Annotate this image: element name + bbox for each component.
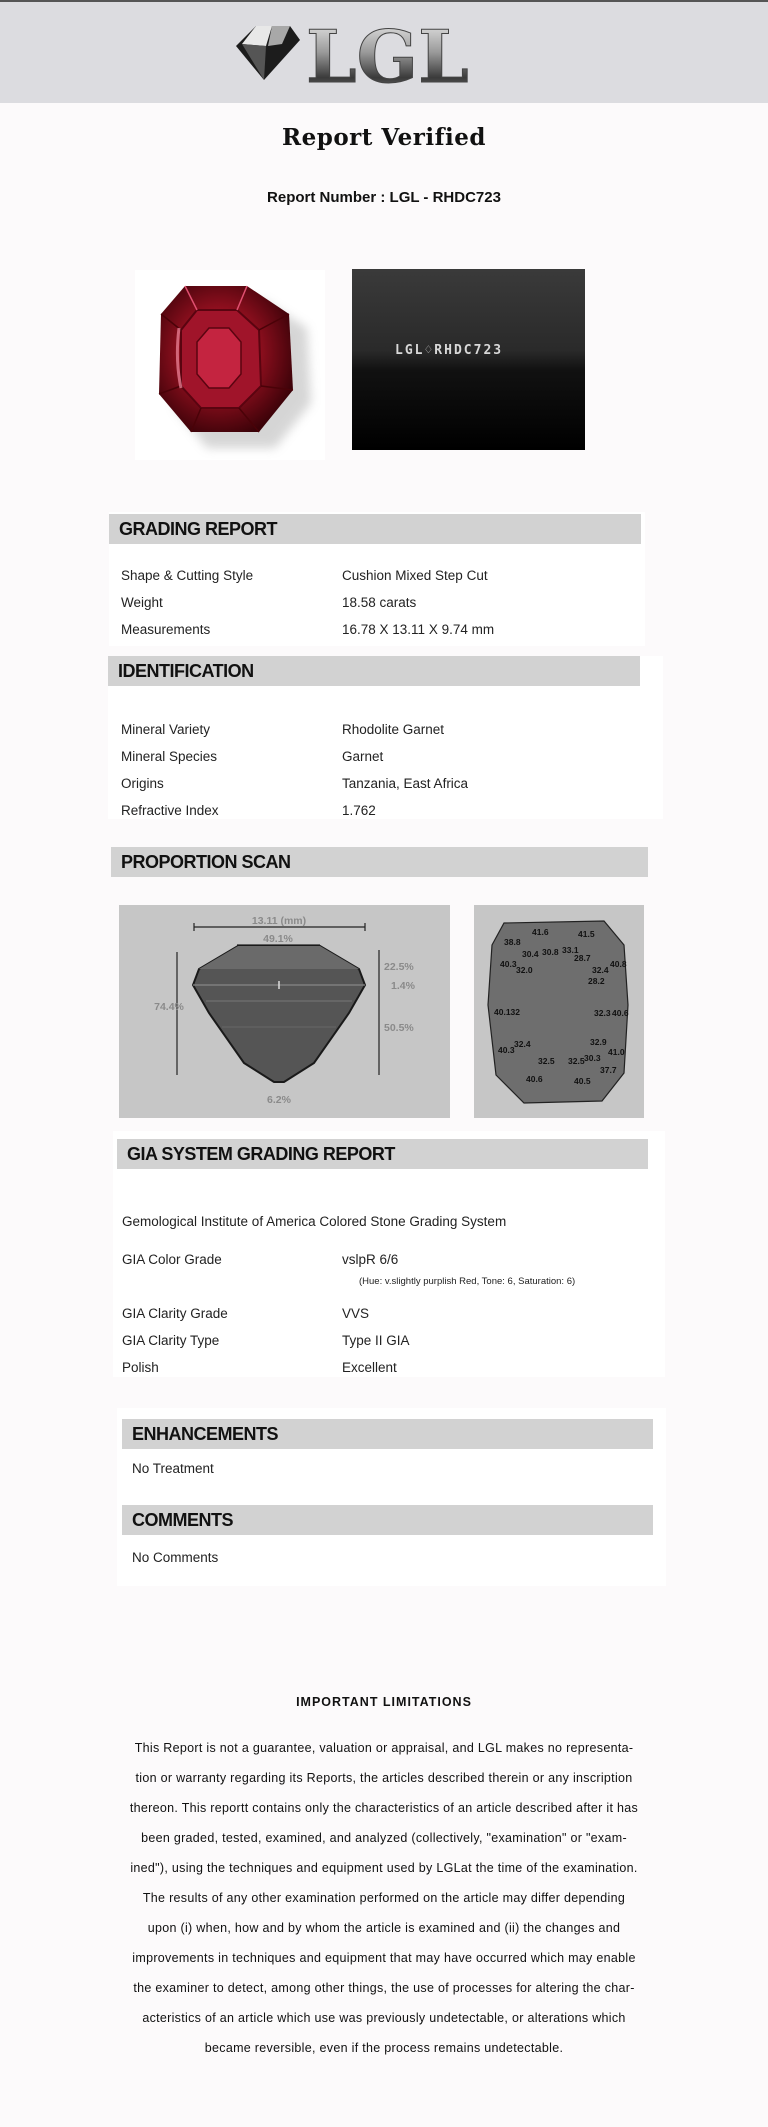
report-number: Report Number : LGL - RHDC723 bbox=[267, 189, 501, 206]
top-view-measurement: 32.4 bbox=[592, 965, 609, 975]
top-view-measurement: 40.8 bbox=[610, 959, 627, 969]
row-value: Garnet bbox=[342, 749, 384, 764]
total-depth-label: 74.4% bbox=[154, 1001, 184, 1013]
row-label: GIA Clarity Grade bbox=[122, 1306, 228, 1321]
top-view-measurement: 30.4 bbox=[522, 949, 539, 959]
top-view-measurement: 28.2 bbox=[588, 976, 605, 986]
row-value: Excellent bbox=[342, 1360, 397, 1375]
limitations-line: The results of any other examination performed on the article may differ depending bbox=[142, 1891, 626, 1905]
limitations-line: became reversible, even if the process remains undetectable. bbox=[204, 2041, 564, 2055]
row-value: VVS bbox=[342, 1306, 370, 1321]
section-heading-grading-report: GRADING REPORT bbox=[109, 514, 641, 544]
top-view-measurement: 30.3 bbox=[584, 1053, 601, 1063]
row-label: Refractive Index bbox=[121, 803, 219, 818]
top-view-measurement: 41.0 bbox=[608, 1047, 625, 1057]
row-label: Mineral Species bbox=[121, 749, 218, 764]
gia-report-card bbox=[113, 1131, 665, 1377]
row-value: vslpR 6/6 bbox=[342, 1252, 399, 1267]
limitations-line: acteristics of an article which use was previously undetectable, or alterations which bbox=[142, 2011, 626, 2025]
table-percent-label: 49.1% bbox=[263, 933, 293, 945]
top-view-measurement: 28.7 bbox=[574, 953, 591, 963]
gia-system-name: Gemological Institute of America Colored Stone Grading System bbox=[122, 1214, 507, 1229]
top-view-measurement: 40.3 bbox=[498, 1045, 515, 1055]
culet-label: 6.2% bbox=[267, 1094, 291, 1106]
proportion-profile-diagram bbox=[119, 905, 450, 1118]
pavilion-depth-label: 50.5% bbox=[384, 1022, 414, 1034]
top-view-measurement: 40.132 bbox=[494, 1007, 520, 1017]
limitations-line: upon (i) when, how and by whom the article is examined and (ii) the changes and bbox=[147, 1921, 621, 1935]
width-label: 13.11 (mm) bbox=[251, 915, 307, 927]
laser-inscription: LGL♢RHDC723 bbox=[395, 343, 504, 358]
top-view-measurement: 41.5 bbox=[578, 929, 595, 939]
comments-value: No Comments bbox=[132, 1550, 219, 1565]
top-view-measurement: 38.8 bbox=[504, 937, 521, 947]
top-view-measurement: 41.6 bbox=[532, 927, 549, 937]
top-view-measurement: 32.9 bbox=[590, 1037, 607, 1047]
limitations-line: been graded, tested, examined, and analyzed (collectively, "examination" or "exam- bbox=[141, 1831, 627, 1845]
top-view-measurement: 40.5 bbox=[574, 1076, 591, 1086]
proportion-top-view-diagram bbox=[474, 905, 644, 1118]
top-view-measurement: 32.0 bbox=[516, 965, 533, 975]
row-value: Tanzania, East Africa bbox=[342, 776, 469, 791]
row-value: Cushion Mixed Step Cut bbox=[342, 568, 488, 583]
row-label: Weight bbox=[121, 595, 163, 610]
limitations-line: improvements in techniques and equipment that may have occurred which may enable bbox=[132, 1951, 636, 1965]
row-value: 18.58 carats bbox=[342, 595, 417, 610]
row-value: 16.78 X 13.11 X 9.74 mm bbox=[342, 622, 495, 637]
crown-height-label: 22.5% bbox=[384, 961, 414, 973]
limitations-line: thereon. This reportt contains only the characteristics of an article described after it has bbox=[129, 1801, 639, 1815]
section-heading-identification: IDENTIFICATION bbox=[108, 656, 640, 686]
section-heading-enhancements: ENHANCEMENTS bbox=[122, 1419, 653, 1449]
row-label: Origins bbox=[121, 776, 164, 791]
row-label: Mineral Variety bbox=[121, 722, 211, 737]
limitations-line: the examiner to detect, among other things, the use of processes for altering the char- bbox=[133, 1981, 635, 1995]
girdle-label: 1.4% bbox=[391, 980, 415, 992]
enhancements-comments-card bbox=[117, 1408, 666, 1586]
top-view-measurement: 32.5 bbox=[568, 1056, 585, 1066]
section-heading-comments: COMMENTS bbox=[122, 1505, 653, 1535]
top-view-measurement: 37.7 bbox=[600, 1065, 617, 1075]
row-value: 1.762 bbox=[342, 803, 376, 818]
section-heading-gia: GIA SYSTEM GRADING REPORT bbox=[117, 1139, 648, 1169]
diamond-icon bbox=[236, 26, 300, 80]
limitations-text bbox=[118, 1733, 650, 2063]
section-heading-proportion-scan: PROPORTION SCAN bbox=[111, 847, 648, 877]
top-view-measurement: 32.5 bbox=[538, 1056, 555, 1066]
enhancements-value: No Treatment bbox=[132, 1461, 214, 1476]
row-label: Polish bbox=[122, 1360, 159, 1375]
gem-photo bbox=[135, 270, 325, 460]
row-label: GIA Color Grade bbox=[122, 1252, 222, 1267]
row-label: Measurements bbox=[121, 622, 211, 637]
top-view-measurement: 40.3 bbox=[500, 959, 517, 969]
svg-text:LGL: LGL bbox=[306, 16, 469, 92]
limitations-line: ined"), using the techniques and equipment used by LGLat the time of the examination. bbox=[130, 1861, 638, 1875]
identification-card bbox=[108, 656, 663, 819]
top-view-measurement: 33.1 bbox=[562, 945, 579, 955]
row-label: Shape & Cutting Style bbox=[121, 568, 254, 583]
top-view-measurement: 40.6 bbox=[526, 1074, 543, 1084]
header-banner bbox=[0, 0, 768, 103]
row-value: Type II GIA bbox=[342, 1333, 410, 1348]
top-view-measurement: 30.8 bbox=[542, 947, 559, 957]
color-grade-note: (Hue: v.slightly purplish Red, Tone: 6, Saturation: 6) bbox=[359, 1276, 576, 1287]
page-title: Report Verified bbox=[282, 124, 486, 151]
grading-report-card bbox=[109, 512, 645, 646]
top-view-measurement: 32.4 bbox=[514, 1039, 531, 1049]
top-view-measurement: 40.6 bbox=[612, 1008, 629, 1018]
top-view-measurement: 32.3 bbox=[594, 1008, 611, 1018]
lgl-logo bbox=[234, 16, 490, 92]
limitations-line: This Report is not a guarantee, valuation or appraisal, and LGL makes no representa- bbox=[134, 1741, 634, 1755]
limitations-line: tion or warranty regarding its Reports, the articles described therein or any inscription bbox=[135, 1771, 633, 1785]
row-value: Rhodolite Garnet bbox=[342, 722, 445, 737]
row-label: GIA Clarity Type bbox=[122, 1333, 220, 1348]
inscription-photo bbox=[352, 269, 585, 450]
limitations-heading: IMPORTANT LIMITATIONS bbox=[296, 1695, 472, 1709]
